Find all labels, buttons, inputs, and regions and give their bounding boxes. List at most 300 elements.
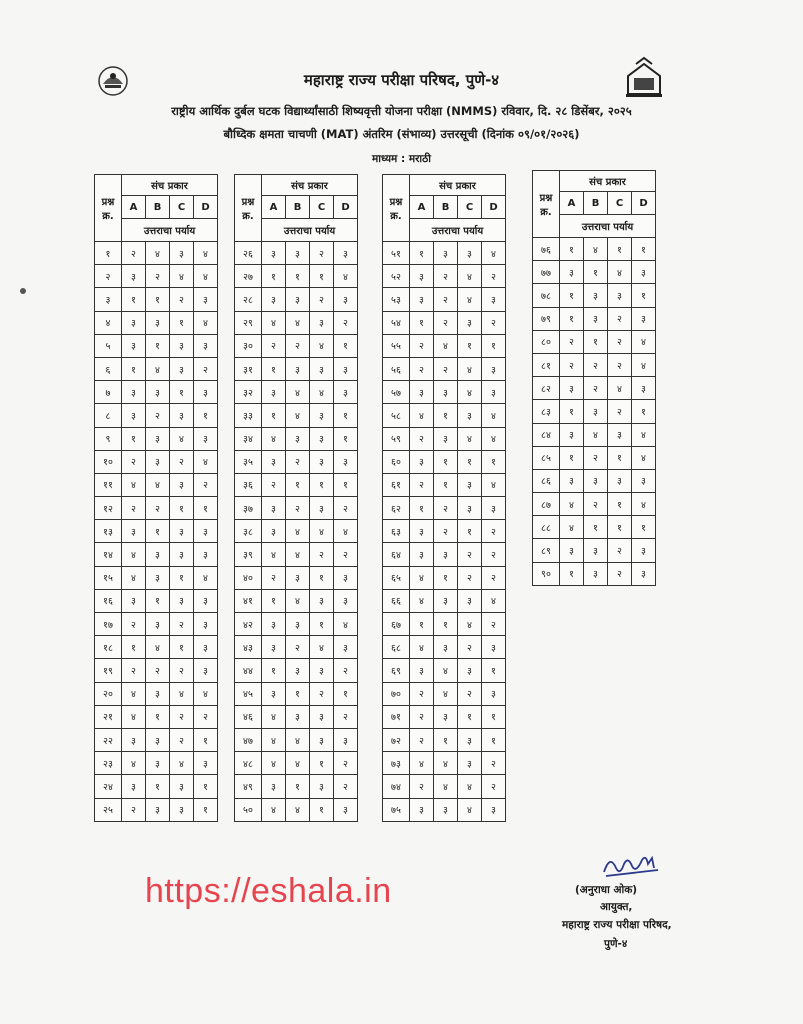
table-row <box>383 450 506 473</box>
answer-cell: २ <box>584 377 608 400</box>
answer-cell: १ <box>584 330 608 353</box>
answer-cell: १ <box>584 261 608 284</box>
table-row <box>95 357 218 380</box>
answer-key-subtitle: बौध्दिक क्षमता चाचणी (MAT) अंतरिम (संभाव्य) उत्तरसूची (दिनांक ०९/०१/२०२६) <box>223 127 580 141</box>
answer-cell: १ <box>560 446 584 469</box>
answer-cell: ३ <box>146 566 170 589</box>
answer-cell: ३ <box>262 775 286 798</box>
answer-cell: ३ <box>146 752 170 775</box>
answer-cell: २ <box>146 659 170 682</box>
answer-cell: १ <box>122 636 146 659</box>
question-number-cell: ४५ <box>235 682 262 705</box>
answer-cell: २ <box>410 728 434 751</box>
answer-cell: १ <box>194 775 218 798</box>
answer-cell: ३ <box>560 539 584 562</box>
answer-cell: २ <box>262 334 286 357</box>
set-type-header: संच प्रकार <box>122 175 218 196</box>
question-number-cell: ७१ <box>383 705 410 728</box>
table-row <box>95 798 218 821</box>
question-number-cell: १५ <box>95 566 122 589</box>
answer-cell: ४ <box>482 404 506 427</box>
answer-cell: २ <box>286 334 310 357</box>
answer-cell: २ <box>122 659 146 682</box>
table-row <box>383 357 506 380</box>
answer-cell: १ <box>560 238 584 261</box>
answer-cell: १ <box>194 728 218 751</box>
answer-cell: २ <box>410 705 434 728</box>
answer-cell: १ <box>334 682 358 705</box>
question-number-header: प्रश्न क्र. <box>533 171 560 238</box>
question-number-cell: ७५ <box>383 798 410 821</box>
table-row <box>235 334 358 357</box>
answer-cell: ३ <box>632 307 656 330</box>
question-number-cell: ७९ <box>533 307 560 330</box>
answer-cell: ४ <box>458 613 482 636</box>
answer-cell: ३ <box>146 798 170 821</box>
question-number-cell: ३९ <box>235 543 262 566</box>
answer-cell: १ <box>608 238 632 261</box>
question-number-cell: ५२ <box>383 265 410 288</box>
table-row <box>383 566 506 589</box>
table-row <box>383 728 506 751</box>
table-row <box>235 682 358 705</box>
answer-cell: ४ <box>458 357 482 380</box>
answer-cell: ३ <box>584 307 608 330</box>
table-row <box>95 381 218 404</box>
table-row <box>235 705 358 728</box>
table-row <box>235 288 358 311</box>
table-row <box>95 775 218 798</box>
answer-cell: ३ <box>286 659 310 682</box>
question-number-header: प्रश्न क्र. <box>383 175 410 242</box>
website-watermark: https://eshala.in <box>145 872 392 910</box>
answer-cell: ४ <box>286 404 310 427</box>
table-row <box>383 613 506 636</box>
answer-cell: ४ <box>194 311 218 334</box>
table-row <box>95 473 218 496</box>
answer-cell: १ <box>194 497 218 520</box>
question-number-cell: ५४ <box>383 311 410 334</box>
answer-cell: १ <box>584 516 608 539</box>
question-number-cell: ७३ <box>383 752 410 775</box>
answer-cell: ४ <box>482 589 506 612</box>
question-number-cell: ४० <box>235 566 262 589</box>
answer-cell: २ <box>434 497 458 520</box>
question-number-cell: ७७ <box>533 261 560 284</box>
table-row <box>383 242 506 265</box>
answer-cell: १ <box>262 404 286 427</box>
answer-cell: ४ <box>262 752 286 775</box>
answer-cell: ३ <box>146 450 170 473</box>
table-row <box>95 450 218 473</box>
answer-cell: ३ <box>458 473 482 496</box>
answer-cell: ४ <box>334 265 358 288</box>
answer-cell: ३ <box>434 636 458 659</box>
answer-cell: ४ <box>584 423 608 446</box>
answer-cell: १ <box>608 446 632 469</box>
answer-cell: १ <box>410 311 434 334</box>
answer-cell: २ <box>482 775 506 798</box>
answer-cell: १ <box>170 497 194 520</box>
answer-cell: ३ <box>584 539 608 562</box>
answer-cell: ३ <box>560 423 584 446</box>
answer-table-4 <box>532 170 656 586</box>
answer-cell: ३ <box>482 288 506 311</box>
table-row <box>533 238 656 261</box>
table-row <box>95 705 218 728</box>
question-number-cell: ६३ <box>383 520 410 543</box>
table-row <box>95 543 218 566</box>
question-number-cell: ८२ <box>533 377 560 400</box>
answer-cell: १ <box>458 334 482 357</box>
answer-cell: ४ <box>434 659 458 682</box>
question-number-cell: २५ <box>95 798 122 821</box>
answer-cell: ३ <box>632 377 656 400</box>
answer-cell: ३ <box>434 705 458 728</box>
answer-cell: ३ <box>262 381 286 404</box>
answer-cell: २ <box>146 497 170 520</box>
answer-cell: ३ <box>458 659 482 682</box>
page-title: महाराष्ट्र राज्य परीक्षा परिषद, पुणे-४ <box>303 71 500 89</box>
answer-cell: २ <box>560 330 584 353</box>
table-row <box>235 798 358 821</box>
answer-cell: ३ <box>286 427 310 450</box>
answer-cell: २ <box>170 613 194 636</box>
set-label-c: C <box>458 196 482 219</box>
answer-cell: ४ <box>458 381 482 404</box>
answer-cell: २ <box>608 562 632 585</box>
answer-cell: ३ <box>194 636 218 659</box>
answer-cell: ३ <box>608 284 632 307</box>
handwritten-signature <box>596 850 666 882</box>
answer-cell: ३ <box>458 242 482 265</box>
answer-cell: १ <box>560 284 584 307</box>
answer-cell: १ <box>262 659 286 682</box>
answer-cell: ३ <box>310 705 334 728</box>
answer-cell: २ <box>584 353 608 376</box>
answer-cell: २ <box>434 520 458 543</box>
set-label-c: C <box>170 196 194 219</box>
table-row <box>235 520 358 543</box>
table-row <box>95 427 218 450</box>
answer-cell: १ <box>334 404 358 427</box>
answer-cell: ४ <box>410 752 434 775</box>
answer-cell: १ <box>262 589 286 612</box>
answer-cell: ४ <box>170 682 194 705</box>
answer-cell: १ <box>122 427 146 450</box>
answer-cell: १ <box>310 566 334 589</box>
answer-cell: ४ <box>482 427 506 450</box>
answer-cell: १ <box>482 728 506 751</box>
answer-cell: ३ <box>410 659 434 682</box>
answer-cell: ३ <box>434 427 458 450</box>
answer-cell: ३ <box>146 613 170 636</box>
answer-cell: ३ <box>262 450 286 473</box>
table-row <box>95 752 218 775</box>
table-row <box>95 636 218 659</box>
answer-cell: ३ <box>482 636 506 659</box>
question-number-cell: ७८ <box>533 284 560 307</box>
answer-cell: १ <box>482 450 506 473</box>
answer-cell: १ <box>458 520 482 543</box>
question-number-cell: २४ <box>95 775 122 798</box>
question-number-cell: ४७ <box>235 728 262 751</box>
answer-cell: ३ <box>584 284 608 307</box>
answer-cell: ४ <box>458 798 482 821</box>
question-number-cell: २२ <box>95 728 122 751</box>
question-number-cell: १० <box>95 450 122 473</box>
answer-cell: ३ <box>458 497 482 520</box>
answer-cell: ३ <box>262 497 286 520</box>
table-row <box>383 288 506 311</box>
answer-cell: २ <box>458 543 482 566</box>
answer-cell: ३ <box>194 543 218 566</box>
answer-cell: २ <box>170 450 194 473</box>
answer-cell: ३ <box>560 377 584 400</box>
set-label-c: C <box>310 196 334 219</box>
answer-cell: ३ <box>194 613 218 636</box>
answer-cell: २ <box>410 473 434 496</box>
table-row <box>383 636 506 659</box>
question-number-cell: ८५ <box>533 446 560 469</box>
answer-cell: ४ <box>122 752 146 775</box>
answer-cell: ३ <box>482 497 506 520</box>
answer-cell: ३ <box>584 562 608 585</box>
set-type-header: संच प्रकार <box>560 171 656 192</box>
answer-cell: २ <box>410 682 434 705</box>
answer-cell: ३ <box>194 427 218 450</box>
answer-cell: १ <box>170 311 194 334</box>
table-row <box>235 242 358 265</box>
answer-cell: १ <box>170 381 194 404</box>
question-number-cell: १२ <box>95 497 122 520</box>
answer-cell: १ <box>146 589 170 612</box>
answer-cell: २ <box>334 311 358 334</box>
scan-speck <box>20 288 26 294</box>
question-number-cell: १ <box>95 242 122 265</box>
table-row <box>95 311 218 334</box>
answer-cell: ३ <box>334 566 358 589</box>
question-number-cell: ८८ <box>533 516 560 539</box>
question-number-cell: ५३ <box>383 288 410 311</box>
answer-cell: १ <box>146 705 170 728</box>
answer-table-3 <box>382 174 506 822</box>
answer-cell: २ <box>482 543 506 566</box>
table-row <box>235 775 358 798</box>
table-row <box>533 469 656 492</box>
answer-cell: ३ <box>170 334 194 357</box>
answer-cell: १ <box>632 238 656 261</box>
answer-cell: १ <box>310 798 334 821</box>
answer-cell: २ <box>334 752 358 775</box>
table-row <box>235 636 358 659</box>
question-number-cell: ३५ <box>235 450 262 473</box>
answer-cell: १ <box>560 307 584 330</box>
table-row <box>383 682 506 705</box>
table-row <box>533 423 656 446</box>
answer-cell: ४ <box>434 775 458 798</box>
question-number-cell: ५० <box>235 798 262 821</box>
question-number-cell: ४१ <box>235 589 262 612</box>
question-number-cell: ४ <box>95 311 122 334</box>
answer-cell: ३ <box>122 311 146 334</box>
answer-cell: ४ <box>286 798 310 821</box>
set-label-d: D <box>334 196 358 219</box>
answer-cell: ३ <box>434 381 458 404</box>
answer-cell: १ <box>146 775 170 798</box>
table-row <box>235 566 358 589</box>
answer-cell: २ <box>334 659 358 682</box>
answer-cell: ३ <box>194 520 218 543</box>
answer-cell: १ <box>146 288 170 311</box>
answer-cell: ३ <box>286 288 310 311</box>
answer-cell: ४ <box>146 636 170 659</box>
answer-cell: ४ <box>482 242 506 265</box>
answer-cell: ३ <box>146 311 170 334</box>
question-number-header: प्रश्न क्र. <box>235 175 262 242</box>
answer-cell: २ <box>286 450 310 473</box>
answer-cell: ३ <box>194 288 218 311</box>
table-row <box>383 427 506 450</box>
question-number-cell: ७ <box>95 381 122 404</box>
question-number-cell: ७६ <box>533 238 560 261</box>
answer-cell: ३ <box>262 288 286 311</box>
question-number-cell: ९० <box>533 562 560 585</box>
answer-cell: २ <box>170 705 194 728</box>
answer-cell: २ <box>584 446 608 469</box>
table-row <box>383 404 506 427</box>
question-number-cell: ६१ <box>383 473 410 496</box>
answer-cell: ४ <box>194 450 218 473</box>
question-number-cell: ४३ <box>235 636 262 659</box>
set-label-d: D <box>482 196 506 219</box>
answer-cell: ३ <box>262 520 286 543</box>
answer-cell: ४ <box>632 353 656 376</box>
answer-cell: ४ <box>262 543 286 566</box>
answer-cell: ४ <box>262 705 286 728</box>
answer-cell: २ <box>194 473 218 496</box>
exam-description: राष्ट्रीय आर्थिक दुर्बल घटक विद्यार्थ्यांसाठी शिष्यवृत्ती योजना परीक्षा (NMMS) रविवार, दि. २८ डिसेंबर, २०२५ <box>171 104 632 118</box>
answer-cell: ३ <box>632 562 656 585</box>
answer-cell: ३ <box>122 728 146 751</box>
set-type-header: संच प्रकार <box>410 175 506 196</box>
answer-cell: ४ <box>310 636 334 659</box>
answer-cell: ३ <box>334 357 358 380</box>
answer-cell: ४ <box>560 516 584 539</box>
answer-cell: २ <box>310 288 334 311</box>
table-row <box>95 659 218 682</box>
question-number-cell: ४६ <box>235 705 262 728</box>
answer-cell: ३ <box>146 427 170 450</box>
answer-cell: १ <box>334 473 358 496</box>
question-number-cell: ५ <box>95 334 122 357</box>
answer-cell: २ <box>434 265 458 288</box>
answer-cell: ४ <box>434 682 458 705</box>
answer-cell: १ <box>482 705 506 728</box>
answer-cell: ३ <box>434 242 458 265</box>
answer-cell: ४ <box>194 265 218 288</box>
answer-cell: २ <box>194 357 218 380</box>
table-row <box>95 265 218 288</box>
answer-cell: २ <box>310 543 334 566</box>
answer-cell: ४ <box>122 705 146 728</box>
answer-cell: ३ <box>584 400 608 423</box>
question-number-cell: ३४ <box>235 427 262 450</box>
answer-cell: ३ <box>410 381 434 404</box>
answer-cell: १ <box>410 613 434 636</box>
answer-cell: ४ <box>194 566 218 589</box>
set-label-b: B <box>584 192 608 215</box>
question-number-cell: ७२ <box>383 728 410 751</box>
table-row <box>383 775 506 798</box>
answer-cell: २ <box>482 265 506 288</box>
answer-cell: ३ <box>334 589 358 612</box>
table-row <box>383 520 506 543</box>
question-number-cell: ४९ <box>235 775 262 798</box>
table-row <box>383 497 506 520</box>
answer-cell: ३ <box>262 613 286 636</box>
answer-cell: ४ <box>170 265 194 288</box>
answer-cell: ३ <box>410 450 434 473</box>
answer-cell: ३ <box>194 659 218 682</box>
answer-cell: १ <box>608 516 632 539</box>
set-label-a: A <box>560 192 584 215</box>
answer-cell: १ <box>560 562 584 585</box>
question-number-cell: ९ <box>95 427 122 450</box>
question-number-cell: २६ <box>235 242 262 265</box>
answer-cell: १ <box>310 752 334 775</box>
question-number-cell: ७४ <box>383 775 410 798</box>
set-type-header: संच प्रकार <box>262 175 358 196</box>
answer-cell: २ <box>608 353 632 376</box>
table-row <box>533 446 656 469</box>
answer-cell: ३ <box>122 775 146 798</box>
answer-cell: ३ <box>482 798 506 821</box>
answer-cell: ४ <box>632 423 656 446</box>
table-row <box>383 798 506 821</box>
answer-cell: ३ <box>146 728 170 751</box>
answer-cell: २ <box>482 566 506 589</box>
answer-cell: ३ <box>608 423 632 446</box>
question-number-cell: १४ <box>95 543 122 566</box>
answer-cell: ३ <box>194 381 218 404</box>
signatory-designation: आयुक्त, <box>600 901 633 913</box>
answer-cell: ३ <box>632 539 656 562</box>
answer-cell: ४ <box>632 330 656 353</box>
question-number-cell: ८० <box>533 330 560 353</box>
answer-cell: १ <box>482 334 506 357</box>
table-row <box>95 288 218 311</box>
answer-cell: २ <box>122 798 146 821</box>
answer-cell: १ <box>170 566 194 589</box>
answer-cell: २ <box>334 543 358 566</box>
table-row <box>235 613 358 636</box>
question-number-cell: ८४ <box>533 423 560 446</box>
question-number-cell: ८१ <box>533 353 560 376</box>
answer-cell: ४ <box>146 242 170 265</box>
table-row <box>235 752 358 775</box>
answer-cell: ३ <box>410 265 434 288</box>
question-number-cell: ६८ <box>383 636 410 659</box>
answer-cell: ४ <box>286 589 310 612</box>
table-row <box>533 261 656 284</box>
answer-cell: १ <box>334 427 358 450</box>
answer-cell: ३ <box>262 682 286 705</box>
answer-cell: ३ <box>560 469 584 492</box>
signatory-office: महाराष्ट्र राज्य परीक्षा परिषद, <box>562 919 672 931</box>
question-number-cell: २९ <box>235 311 262 334</box>
set-label-d: D <box>194 196 218 219</box>
